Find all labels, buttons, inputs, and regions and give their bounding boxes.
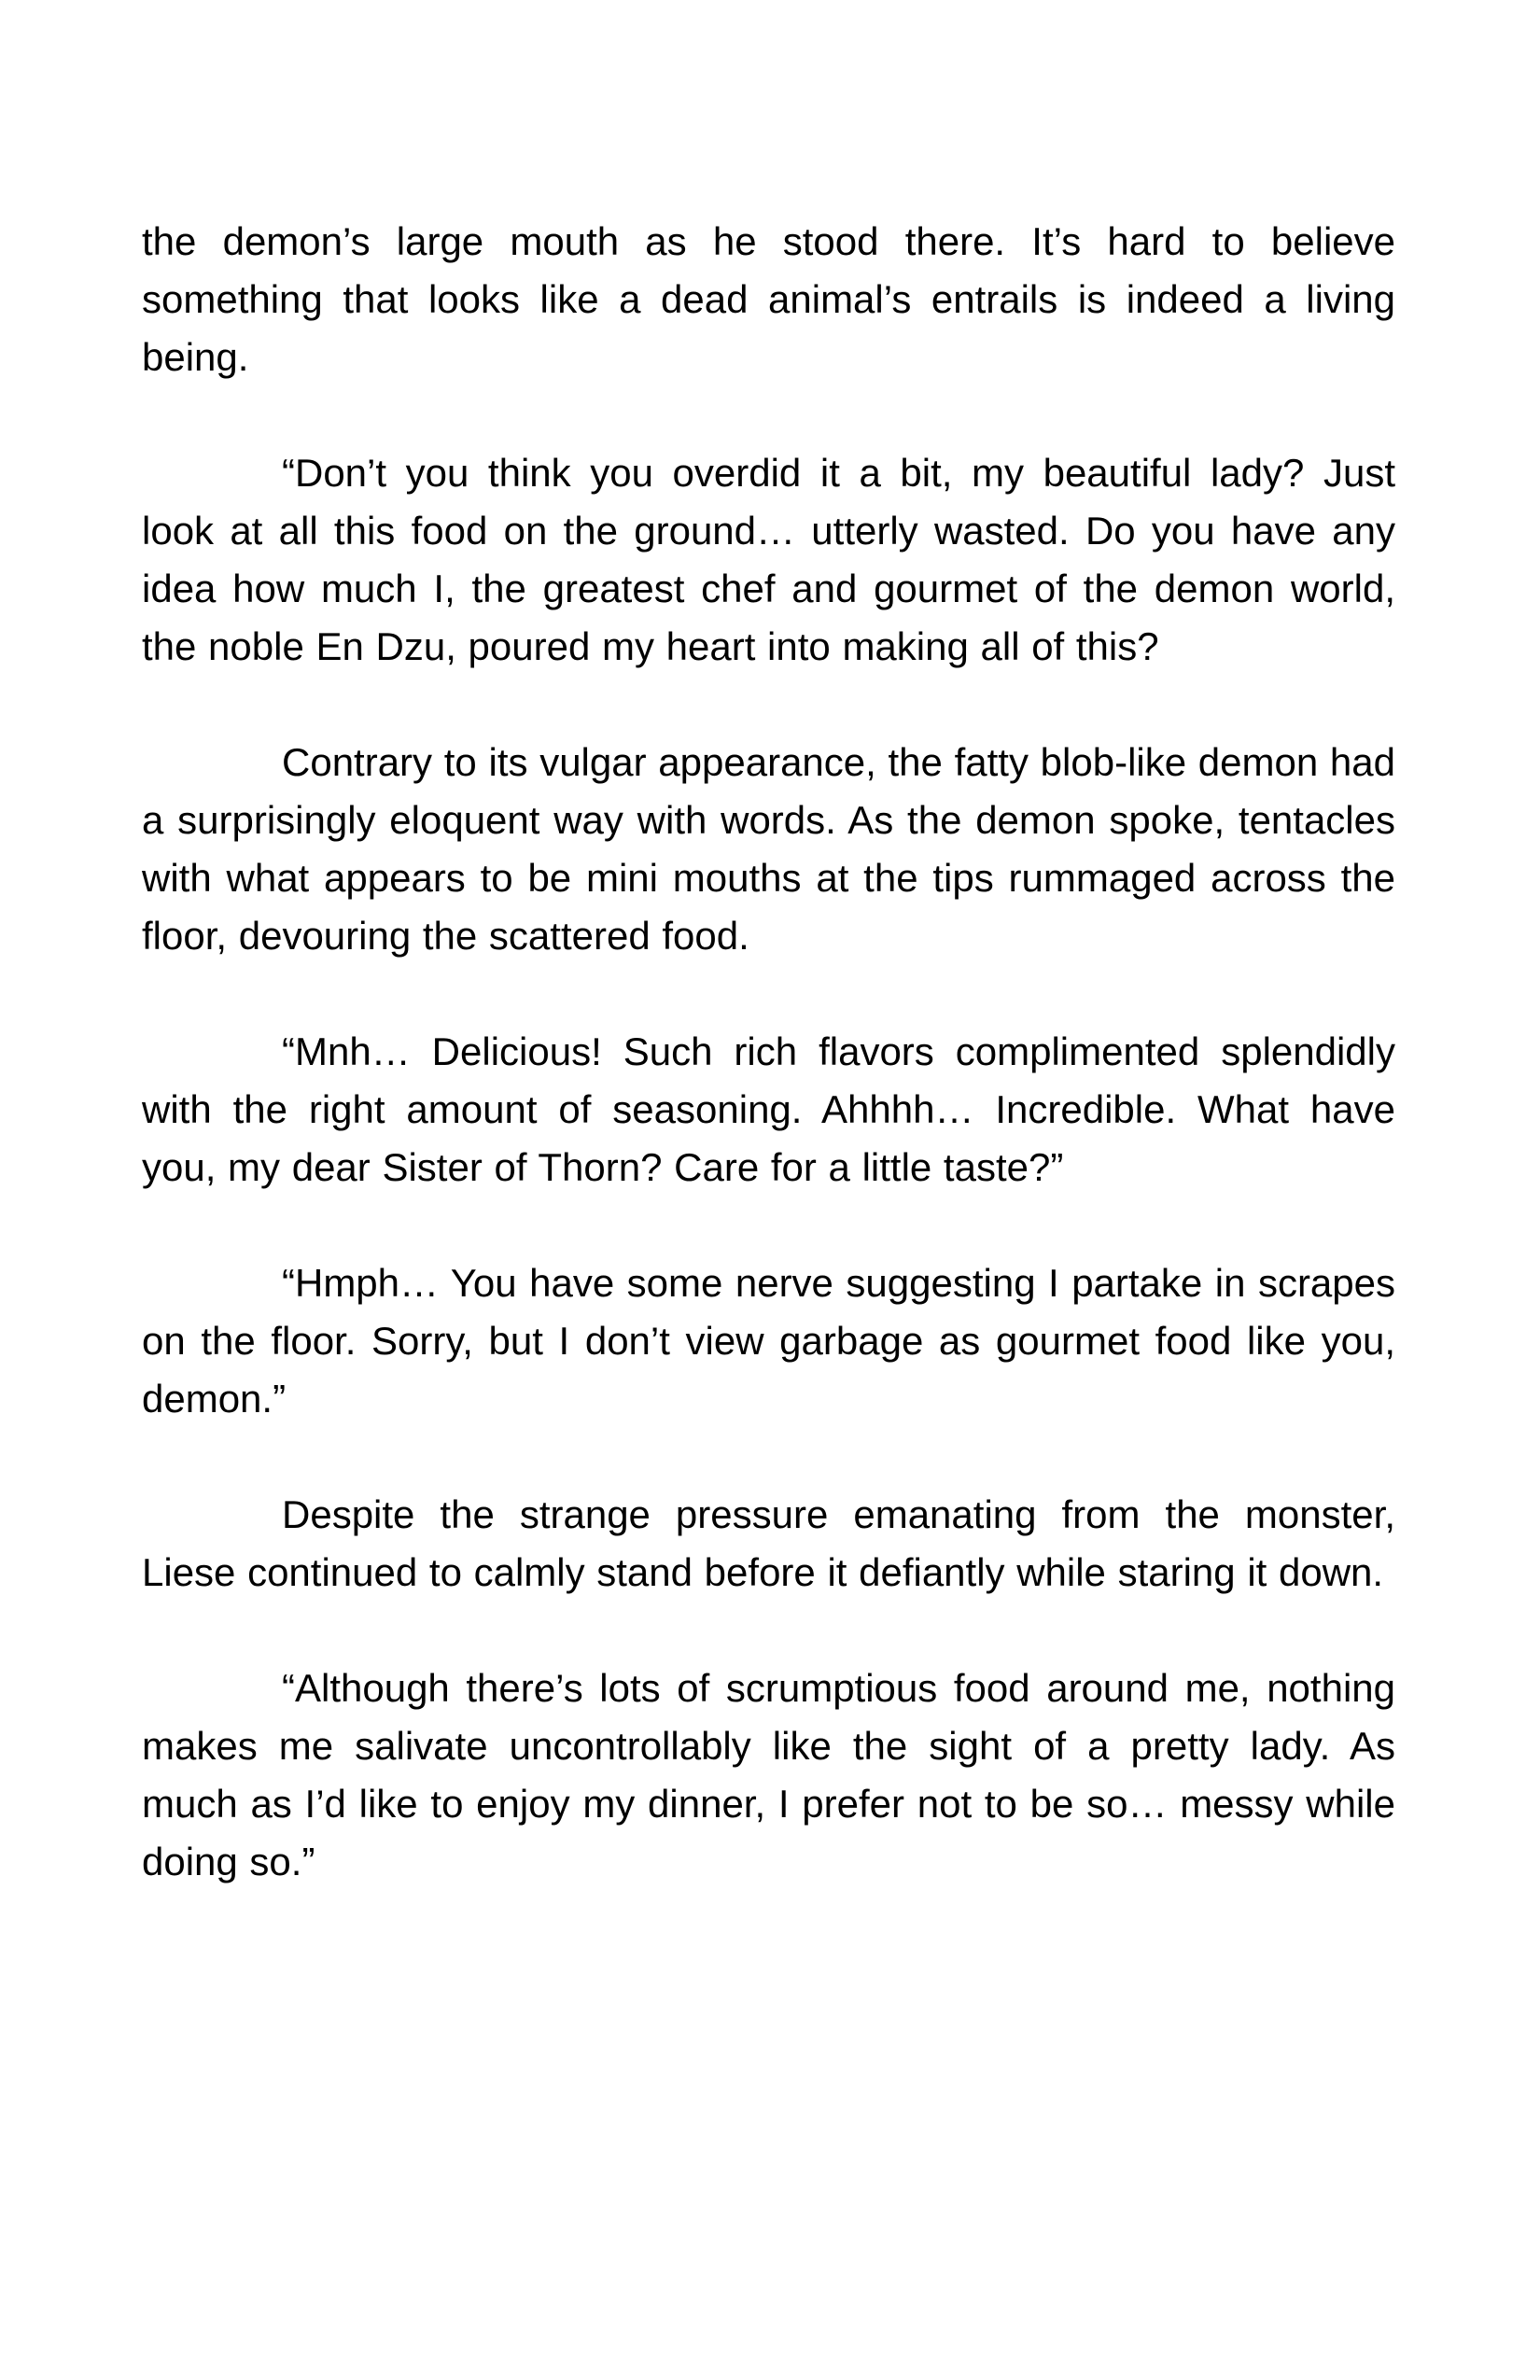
paragraph: “Hmph… You have some nerve suggesting I partake in scrapes on the floor. Sorry, but I don’t view garbage as gourmet food like you, demon.” xyxy=(142,1261,1395,1421)
paragraph: “Although there’s lots of scrumptious food around me, nothing makes me salivate uncontrollably like the sight of a pretty lady. As much as I’d like to enjoy my dinner, I prefer not to be so… messy while doing so.” xyxy=(142,1666,1395,1883)
paragraph: Contrary to its vulgar appearance, the fatty blob-like demon had a surprisingly eloquent way with words. As the demon spoke, tentacles with what appears to be mini mouths at the tips rummaged across the floor, devouring the scattered food. xyxy=(142,740,1395,958)
paragraph: Despite the strange pressure emanating from the monster, Liese continued to calmly stand before it defiantly while staring it down. xyxy=(142,1492,1395,1594)
text-content xyxy=(142,213,1395,1949)
paragraph: the demon’s large mouth as he stood there. It’s hard to believe something that looks like a dead animal’s entrails is indeed a living being. xyxy=(142,219,1395,379)
paragraph: “Mnh… Delicious! Such rich flavors complimented splendidly with the right amount of seasoning. Ahhhh… Incredible. What have you, my dear Sister of Thorn? Care for a little taste?” xyxy=(142,1029,1395,1189)
paragraph: “Don’t you think you overdid it a bit, my beautiful lady? Just look at all this food on the ground… utterly wasted. Do you have any idea how much I, the greatest chef and gourmet of the demon world, the noble En Dzu, poured my heart into making all of this? xyxy=(142,451,1395,668)
